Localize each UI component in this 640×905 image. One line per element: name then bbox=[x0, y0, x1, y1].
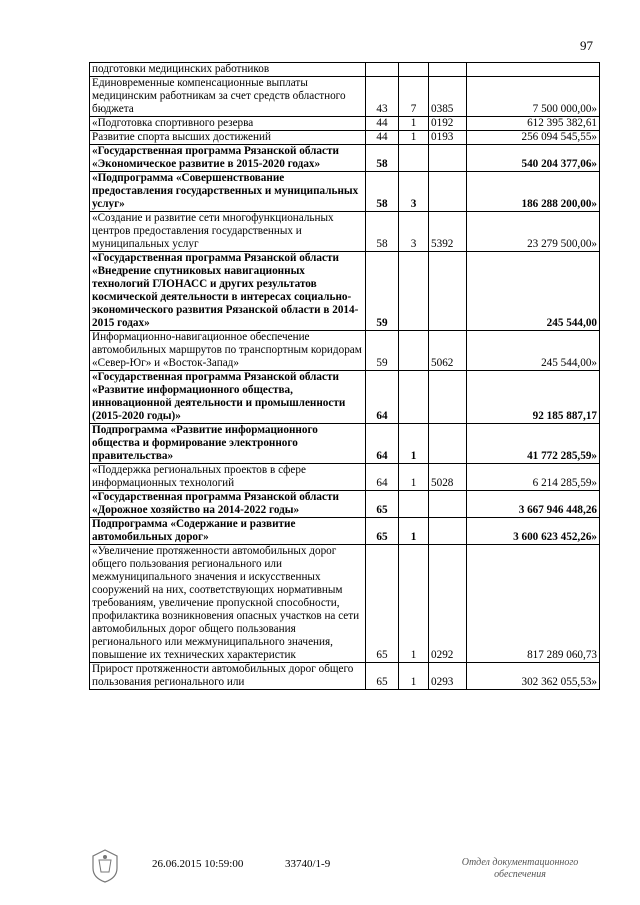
row-code bbox=[429, 371, 467, 424]
table-row bbox=[90, 663, 600, 690]
row-subsection: 1 bbox=[399, 518, 429, 545]
row-section: 59 bbox=[366, 252, 399, 331]
row-name: Прирост протяженности автомобильных дорог общего пользования регионального или bbox=[90, 663, 366, 690]
row-name: «Поддержка региональных проектов в сфере информационных технологий bbox=[90, 464, 366, 491]
row-subsection bbox=[399, 491, 429, 518]
table-row bbox=[90, 545, 600, 663]
row-name: «Создание и развитие сети многофункциональных центров предоставления государственных и муниципальных услуг bbox=[90, 212, 366, 252]
row-section bbox=[366, 63, 399, 77]
row-code bbox=[429, 63, 467, 77]
table-row bbox=[90, 212, 600, 252]
row-name: «Государственная программа Рязанской области «Развитие информационного общества, инновационной деятельности и промышленности (2015-2020 годы)» bbox=[90, 371, 366, 424]
row-name: «Увеличение протяженности автомобильных дорог общего пользования регионального или межмуниципального значения и искусственных сооружений на них, соответствующих нормативным требованиям, увеличение пропускной способности, профилактика возникновения опасных участков на сети автомобильных дорог общего пользования регионального или межмуниципального значения, повышение их технических характеристик bbox=[90, 545, 366, 663]
row-amount: 245 544,00» bbox=[467, 331, 600, 371]
row-amount: 302 362 055,53» bbox=[467, 663, 600, 690]
row-section: 64 bbox=[366, 424, 399, 464]
row-amount: 256 094 545,55» bbox=[467, 131, 600, 145]
row-section: 44 bbox=[366, 117, 399, 131]
row-name: «Государственная программа Рязанской области «Внедрение спутниковых навигационных технологий ГЛОНАСС и других результатов космической деятельности в интересах социально-экономического развития Рязанской области в 2014-2015 годах» bbox=[90, 252, 366, 331]
row-amount: 817 289 060,73 bbox=[467, 545, 600, 663]
row-subsection: 1 bbox=[399, 464, 429, 491]
table-row bbox=[90, 117, 600, 131]
row-section: 58 bbox=[366, 145, 399, 172]
row-section: 44 bbox=[366, 131, 399, 145]
table-row bbox=[90, 464, 600, 491]
budget-table bbox=[89, 62, 600, 690]
row-subsection: 1 bbox=[399, 117, 429, 131]
table-row bbox=[90, 172, 600, 212]
table-row bbox=[90, 371, 600, 424]
row-code: 0192 bbox=[429, 117, 467, 131]
row-name: «Государственная программа Рязанской области «Дорожное хозяйство на 2014-2022 годы» bbox=[90, 491, 366, 518]
table-row bbox=[90, 77, 600, 117]
row-code: 5062 bbox=[429, 331, 467, 371]
row-section: 65 bbox=[366, 545, 399, 663]
row-amount: 41 772 285,59» bbox=[467, 424, 600, 464]
row-code bbox=[429, 145, 467, 172]
row-name: «Подпрограмма «Совершенствование предоставления государственных и муниципальных услуг» bbox=[90, 172, 366, 212]
row-amount: 186 288 200,00» bbox=[467, 172, 600, 212]
row-section: 64 bbox=[366, 464, 399, 491]
row-section: 43 bbox=[366, 77, 399, 117]
row-amount: 23 279 500,00» bbox=[467, 212, 600, 252]
row-amount: 245 544,00 bbox=[467, 252, 600, 331]
row-code bbox=[429, 424, 467, 464]
row-name: подготовки медицинских работников bbox=[90, 63, 366, 77]
table-row bbox=[90, 518, 600, 545]
row-subsection bbox=[399, 371, 429, 424]
row-code bbox=[429, 491, 467, 518]
row-amount: 3 600 623 452,26» bbox=[467, 518, 600, 545]
row-section: 58 bbox=[366, 212, 399, 252]
row-section: 58 bbox=[366, 172, 399, 212]
row-amount: 6 214 285,59» bbox=[467, 464, 600, 491]
row-code: 0292 bbox=[429, 545, 467, 663]
row-code: 5028 bbox=[429, 464, 467, 491]
row-subsection: 7 bbox=[399, 77, 429, 117]
row-subsection bbox=[399, 252, 429, 331]
row-name: Информационно-навигационное обеспечение автомобильных маршрутов по транспортным коридорам «Север-Юг» и «Восток-Запад» bbox=[90, 331, 366, 371]
footer-document-number: 33740/1-9 bbox=[285, 858, 331, 870]
row-name: «Государственная программа Рязанской области «Экономическое развитие в 2015-2020 годах» bbox=[90, 145, 366, 172]
row-code bbox=[429, 252, 467, 331]
table-row bbox=[90, 145, 600, 172]
budget-table-body bbox=[90, 63, 600, 690]
row-name: Единовременные компенсационные выплаты медицинским работникам за счет средств областного бюджета bbox=[90, 77, 366, 117]
row-subsection bbox=[399, 145, 429, 172]
row-subsection: 3 bbox=[399, 172, 429, 212]
row-code: 0293 bbox=[429, 663, 467, 690]
row-section: 59 bbox=[366, 331, 399, 371]
department-stamp: Отдел документационного обеспечения bbox=[461, 857, 579, 880]
row-subsection: 3 bbox=[399, 212, 429, 252]
row-amount: 3 667 946 448,26 bbox=[467, 491, 600, 518]
row-name: «Подготовка спортивного резерва bbox=[90, 117, 366, 131]
row-amount bbox=[467, 63, 600, 77]
page-number: 97 bbox=[580, 38, 593, 53]
row-amount: 612 395 382,61 bbox=[467, 117, 600, 131]
row-section: 64 bbox=[366, 371, 399, 424]
row-code: 0193 bbox=[429, 131, 467, 145]
row-name: Развитие спорта высших достижений bbox=[90, 131, 366, 145]
row-name: Подпрограмма «Содержание и развитие автомобильных дорог» bbox=[90, 518, 366, 545]
row-subsection: 1 bbox=[399, 424, 429, 464]
row-subsection: 1 bbox=[399, 663, 429, 690]
row-subsection: 1 bbox=[399, 131, 429, 145]
row-code bbox=[429, 518, 467, 545]
footer-date: 26.06.2015 10:59:00 bbox=[152, 858, 244, 870]
row-code: 0385 bbox=[429, 77, 467, 117]
row-code bbox=[429, 172, 467, 212]
row-amount: 92 185 887,17 bbox=[467, 371, 600, 424]
table-row bbox=[90, 491, 600, 518]
table-row bbox=[90, 331, 600, 371]
row-subsection bbox=[399, 331, 429, 371]
row-section: 65 bbox=[366, 518, 399, 545]
table-row bbox=[90, 63, 600, 77]
table-row bbox=[90, 131, 600, 145]
row-section: 65 bbox=[366, 663, 399, 690]
row-code: 5392 bbox=[429, 212, 467, 252]
table-row bbox=[90, 424, 600, 464]
row-subsection: 1 bbox=[399, 545, 429, 663]
row-name: Подпрограмма «Развитие информационного общества и формирование электронного правительства» bbox=[90, 424, 366, 464]
row-section: 65 bbox=[366, 491, 399, 518]
row-subsection bbox=[399, 63, 429, 77]
row-amount: 7 500 000,00» bbox=[467, 77, 600, 117]
row-amount: 540 204 377,06» bbox=[467, 145, 600, 172]
table-row bbox=[90, 252, 600, 331]
coat-of-arms-icon bbox=[90, 848, 120, 884]
